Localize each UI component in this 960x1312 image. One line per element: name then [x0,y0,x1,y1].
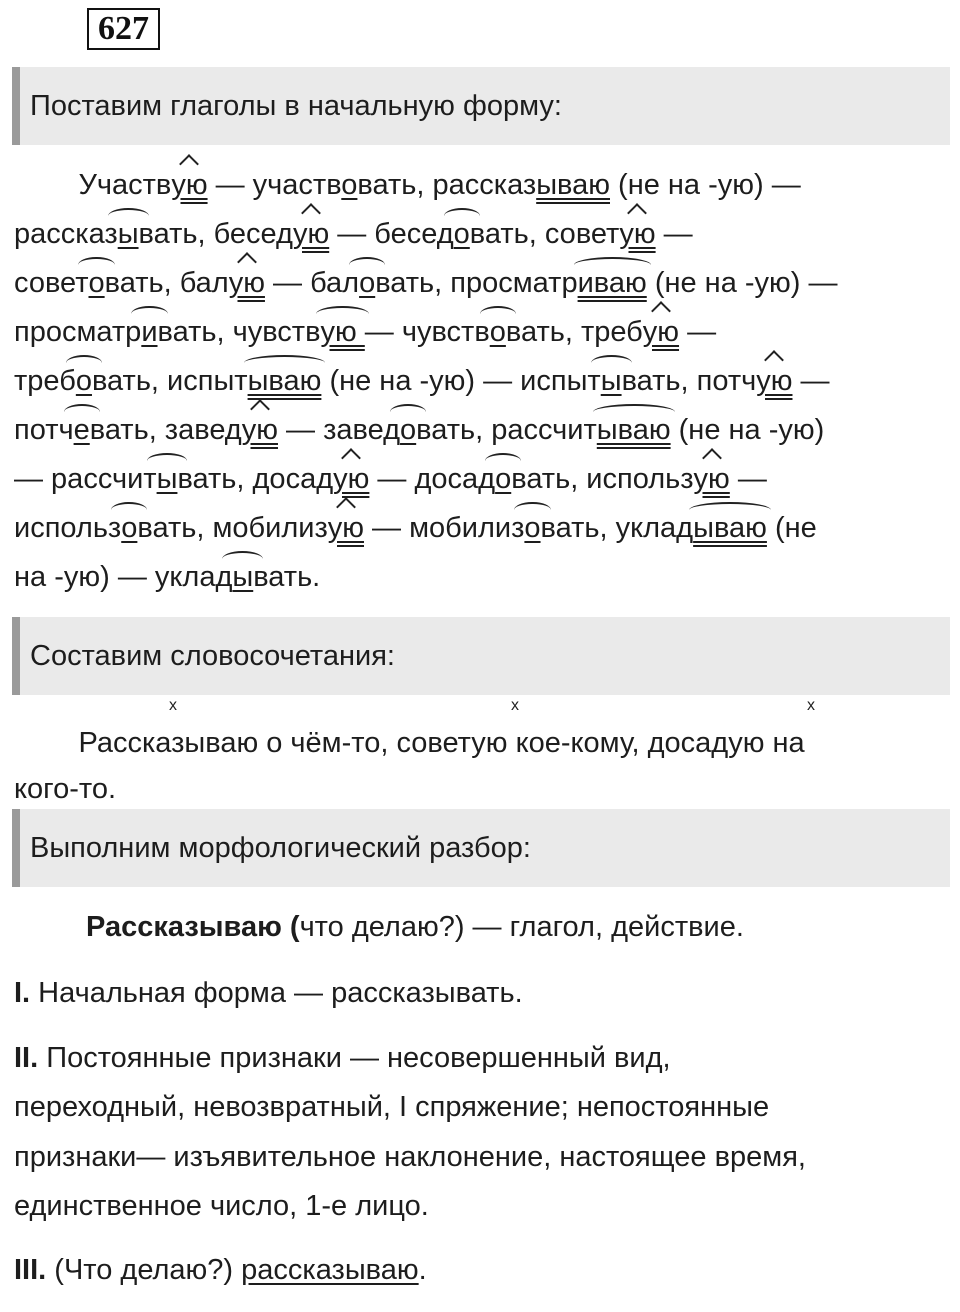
text-segment: — бесед [329,218,454,250]
text-segment: (не [766,512,817,544]
ending-mark: ую [643,312,679,352]
text-segment: — участв [207,169,342,201]
section-header-phrases: Составим словосочетания: [12,617,950,695]
vowel-mark: о [454,214,470,254]
pronunciation-mark: x [511,697,519,714]
text-segment: вать, чувств [157,316,321,348]
pronunciation-mark: x [169,697,177,714]
vowel-mark: е [74,410,90,450]
vowel-mark: о [490,312,506,352]
underlined-word: рассказываю [241,1254,419,1286]
suffix-mark: иваю [578,263,647,303]
suffix-mark: ую [320,312,364,352]
text-segment: вать, треб [505,316,643,348]
morph-point-2: II. Постоянные признаки — несовершенный вид, [14,1042,671,1074]
text-segment: — [655,218,693,250]
text-segment: — [792,365,830,397]
suffix-mark: ываю [536,169,610,201]
text-segment: Участв [14,169,172,201]
ending-mark: ую [619,214,655,254]
vowel-mark: ы [118,214,139,254]
text-segment: — [729,463,767,495]
verb-line [14,312,716,352]
ending-mark: ую [229,263,265,303]
text-segment: — бал [264,267,360,299]
ending-mark: ую [171,165,207,205]
text-segment: вать. [253,561,321,593]
verb-line [14,410,824,450]
text-segment: на -ую) — уклад [14,561,233,593]
vowel-mark: о [495,459,511,499]
ending-mark: ую [242,410,278,450]
exercise-number: 627 [87,8,160,50]
vowel-mark: ы [232,557,253,597]
text-segment: — досад [369,463,496,495]
text-segment: (не на -ую) — [610,169,801,201]
section-header-morph: Выполним морфологический разбор: [12,809,950,887]
text-segment: вать, рассказ [357,169,537,201]
ending-mark: ую [328,508,364,548]
text-segment: вать, использ [511,463,694,495]
text-segment: просматр [14,316,142,348]
text-segment: вать, бесед [138,218,293,250]
morph-point-2-line: признаки— изъявительное наклонение, настоящее время, [14,1141,806,1173]
vowel-mark: о [88,263,104,303]
text-segment: вать, рассчит [416,414,597,446]
verb-line [14,165,801,205]
vowel-mark: о [359,263,375,303]
text-segment: потч [14,414,74,446]
text-segment: вать, уклад [540,512,694,544]
text-segment: треб [14,365,76,397]
verb-line [14,263,838,303]
vowel-mark: о [400,410,416,450]
phrases-line: кого-то. [14,773,117,805]
suffix-mark: ываю [248,361,322,401]
morph-point-2-line: единственное число, 1-е лицо. [14,1190,429,1222]
text-segment: (не на -ую) — испыт [321,365,601,397]
text-segment: вать, бал [104,267,229,299]
text-segment: вать, испыт [91,365,248,397]
vowel-mark: о [524,508,540,548]
suffix-mark: ываю [693,508,767,548]
vowel-mark: о [121,508,137,548]
phrases-line: Рассказываю о чём-то, советую кое-кому, досадую на [14,727,805,759]
morph-point-2-line: переходный, невозвратный, I спряжение; непостоянные [14,1091,770,1123]
morph-lead: Рассказываю (что делаю?) — глагол, действие. [86,911,744,943]
verb-line [14,459,767,499]
text-segment: — завед [277,414,401,446]
ending-mark: ую [756,361,792,401]
text-segment: вать, досад [177,463,334,495]
vowel-mark: ы [157,459,178,499]
text-segment: совет [14,267,89,299]
text-segment: (не на -ую) [670,414,825,446]
text-segment: — рассчит [14,463,157,495]
text-segment: вать, потч [621,365,757,397]
verb-line [14,214,693,254]
verb-line [14,361,830,401]
text-segment: вать, завед [89,414,242,446]
vowel-mark: и [141,312,157,352]
text-segment: вать, просматр [375,267,578,299]
text-segment: рассказ [14,218,118,250]
section-header-initial-form: Поставим глаголы в начальную форму: [12,67,950,145]
vowel-mark: ы [601,361,622,401]
pronunciation-mark: x [807,697,815,714]
text-segment: — [679,316,717,348]
verb-line [14,557,320,597]
ending-mark: ую [293,214,329,254]
vowel-mark: о [341,169,358,201]
text-segment: использ [14,512,122,544]
morph-point-3: III. (Что делаю?) рассказываю. [14,1254,427,1286]
text-segment: (не на -ую) — [646,267,838,299]
vowel-mark: о [76,361,92,401]
morph-point-1: I. Начальная форма — рассказывать. [14,977,523,1009]
verb-line [14,508,817,548]
suffix-mark: ываю [597,410,671,450]
text-segment: — мобилиз [364,512,525,544]
text-segment: — чувств [364,316,490,348]
morph-word: Рассказываю ( [86,911,300,943]
text-segment: вать, мобилиз [137,512,328,544]
text-segment: вать, совет [469,218,620,250]
ending-mark: ую [694,459,730,499]
ending-mark: ую [333,459,369,499]
